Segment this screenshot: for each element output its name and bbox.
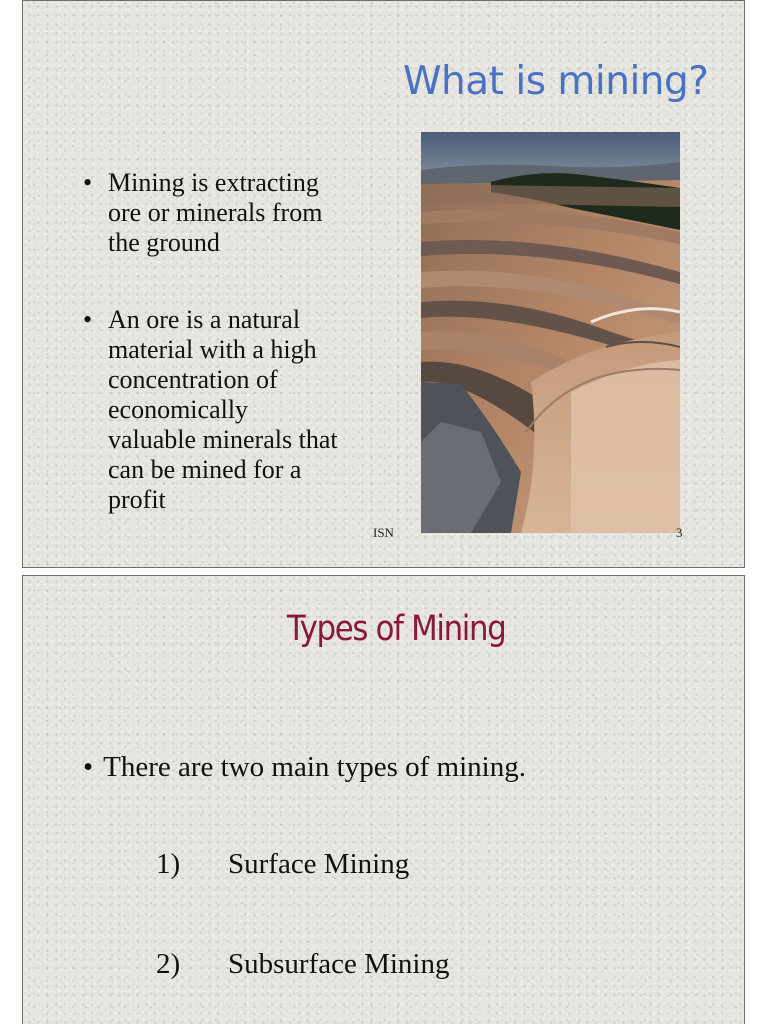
bullet-text: There are two main types of mining. <box>103 751 526 783</box>
slide-title: What is mining? <box>403 59 709 104</box>
open-pit-mine-photo <box>421 132 680 533</box>
footer-label: ISN <box>373 525 394 540</box>
bullet-line: economically <box>108 395 249 424</box>
bullet-line: Mining is extracting <box>108 168 319 197</box>
page-number: 3 <box>676 525 683 540</box>
bullet-item <box>83 751 526 784</box>
bullet-marker: • <box>83 751 94 783</box>
bullet-line: valuable minerals that <box>108 425 338 454</box>
bullet-list <box>83 168 383 258</box>
bullet-list <box>83 305 383 515</box>
numbered-item-surface <box>156 848 409 881</box>
slide-title: Types of Mining <box>286 609 506 649</box>
bullet-line: material with a high <box>108 335 317 364</box>
bullet-line: concentration of <box>108 365 278 394</box>
item-number: 2) <box>156 948 181 980</box>
item-number: 1) <box>156 848 181 880</box>
bullet-line: the ground <box>108 228 220 257</box>
bullet-marker: • <box>83 305 93 334</box>
bullet-item <box>83 305 383 515</box>
slide-what-is-mining <box>22 0 745 568</box>
numbered-item-subsurface <box>156 948 450 981</box>
bullet-line: An ore is a natural <box>108 305 301 334</box>
bullet-item <box>83 168 383 258</box>
item-label: Surface Mining <box>228 848 410 880</box>
bullet-line: ore or minerals from <box>108 198 323 227</box>
bullet-marker: • <box>83 168 93 197</box>
item-label: Subsurface Mining <box>228 948 450 980</box>
bullet-line: can be mined for a <box>108 455 302 484</box>
bullet-line: profit <box>108 485 166 514</box>
slide-types-of-mining <box>22 575 745 1024</box>
